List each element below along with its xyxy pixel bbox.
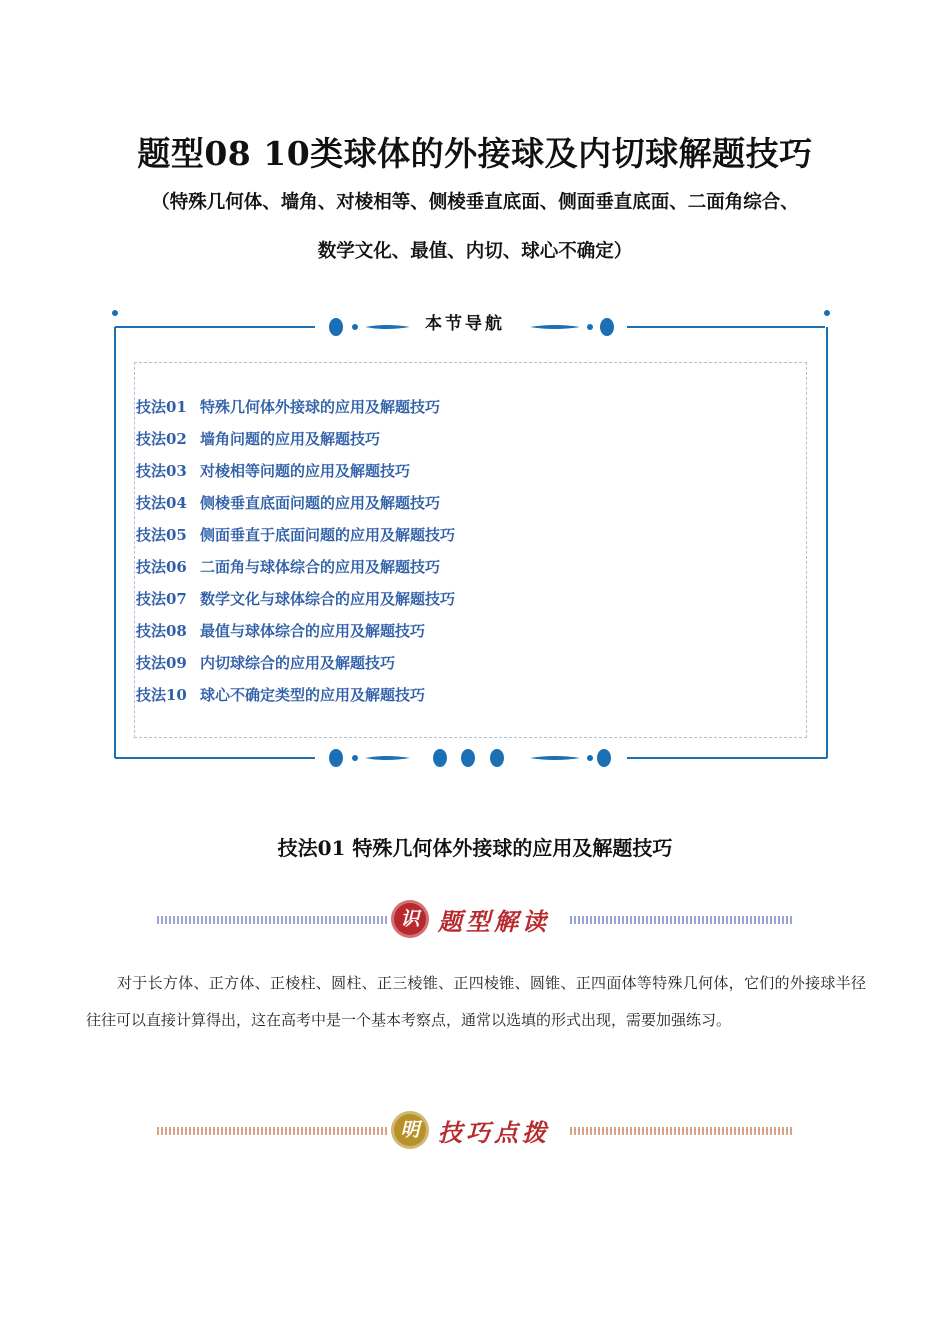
banner-right-stripe xyxy=(570,1127,792,1135)
seal-icon: 识 xyxy=(391,900,429,938)
banner-technique-tips xyxy=(150,1107,800,1157)
nav-list xyxy=(136,395,455,715)
section-heading: 技法01 特殊几何体外接球的应用及解题技巧 xyxy=(277,836,673,860)
banner-left-stripe xyxy=(157,916,387,924)
nav-item-05[interactable]: 技法05 侧面垂直于底面问题的应用及解题技巧 xyxy=(136,526,456,544)
nav-item-02[interactable]: 技法02 墙角问题的应用及解题技巧 xyxy=(136,430,381,448)
body-paragraph: 对于长方体、正方体、正棱柱、圆柱、正三棱锥、正四棱锥、圆锥、正四面体等特殊几何体，它们的外接球半径往往可以直接计算得出，这在高考中是一个基本考察点，通常以选填的形式出现，需要加强练习。 xyxy=(86,974,866,1029)
nav-item-10[interactable]: 技法10 球心不确定类型的应用及解题技巧 xyxy=(136,686,426,704)
nav-item-04[interactable]: 技法04 侧棱垂直底面问题的应用及解题技巧 xyxy=(136,494,441,512)
nav-item-09[interactable]: 技法09 内切球综合的应用及解题技巧 xyxy=(136,654,396,672)
banner-label: 题型解读 xyxy=(438,907,550,936)
nav-item-03[interactable]: 技法03 对棱相等问题的应用及解题技巧 xyxy=(136,462,411,480)
banner-question-type-interpretation xyxy=(150,896,800,946)
page-title: 题型08 10类球体的外接球及内切球解题技巧 xyxy=(137,134,813,173)
banner-label: 技巧点拨 xyxy=(438,1118,550,1147)
seal-icon: 明 xyxy=(391,1111,429,1149)
nav-item-06[interactable]: 技法06 二面角与球体综合的应用及解题技巧 xyxy=(136,558,441,576)
nav-item-08[interactable]: 技法08 最值与球体综合的应用及解题技巧 xyxy=(136,622,426,640)
nav-title: 本节导航 xyxy=(425,314,505,334)
banner-right-stripe xyxy=(570,916,792,924)
nav-item-01[interactable]: 技法01 特殊几何体外接球的应用及解题技巧 xyxy=(136,398,441,416)
subtitle-line-2: 数学文化、最值、内切、球心不确定） xyxy=(317,241,633,262)
nav-item-07[interactable]: 技法07 数学文化与球体综合的应用及解题技巧 xyxy=(136,590,456,608)
subtitle-line-1: （特殊几何体、墙角、对棱相等、侧棱垂直底面、侧面垂直底面、二面角综合、 xyxy=(151,192,799,213)
banner-left-stripe xyxy=(157,1127,387,1135)
